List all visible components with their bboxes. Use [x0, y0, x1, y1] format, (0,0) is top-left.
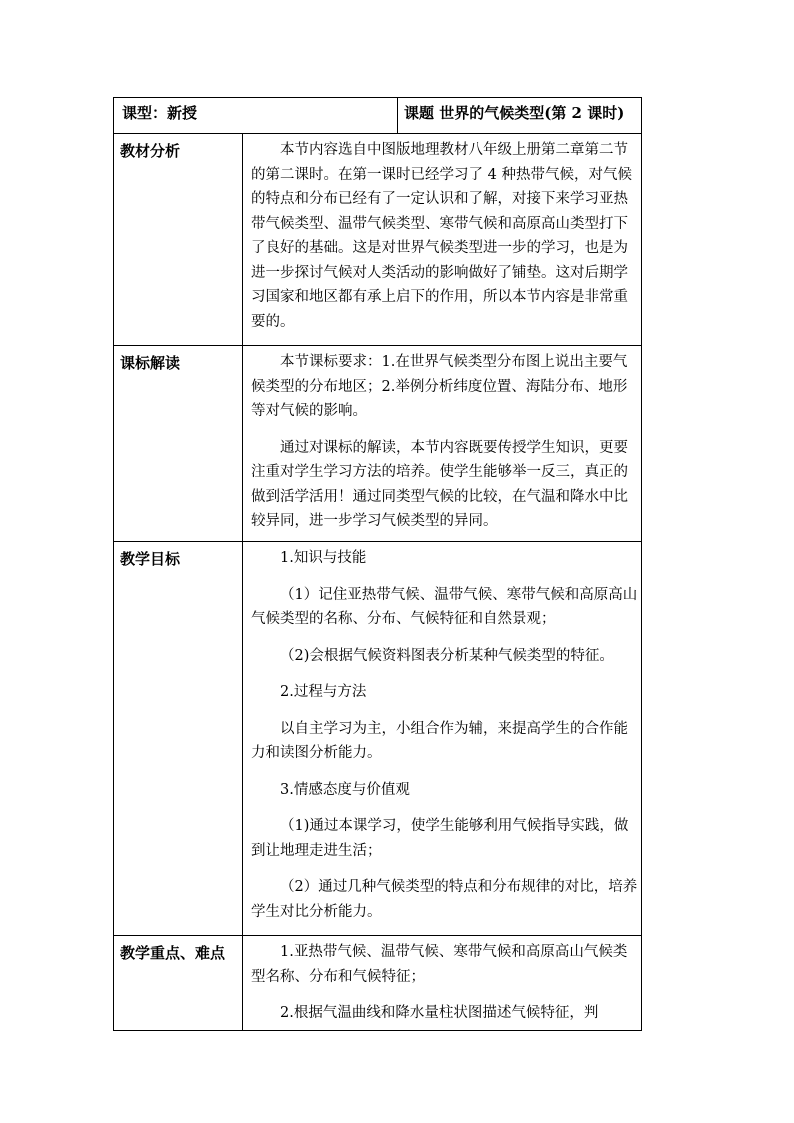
- table-row: [114, 134, 642, 346]
- paragraph: （2）通过几种气候类型的特点和分布规律的对比，培养学生对比分析能力。: [251, 879, 638, 920]
- paragraph: 3.情感态度与价值观: [280, 781, 410, 798]
- paragraph: 通过对课标的解读，本节内容既要传授学生知识，更要注重对学生学习方法的培养。使学生能够举一反三，真正的做到活学活用！通过同类型气候的比较，在气温和降水中比较异同，进一步学习气候类型的异同。: [251, 439, 628, 529]
- row-heading-teaching-objectives: 教学目标: [114, 542, 243, 936]
- paragraph: 本节课标要求：1.在世界气候类型分布图上说出主要气候类型的分布地区；2.举例分析纬度位置、海陆分布、地形等对气候的影响。: [251, 354, 628, 419]
- header-row: [114, 98, 642, 134]
- table-row: [114, 346, 642, 542]
- row-content-curriculum-interpretation: [243, 346, 642, 542]
- row-heading-curriculum-interpretation: 课标解读: [114, 346, 243, 542]
- table-row: [114, 542, 642, 936]
- lesson-type-cell: [114, 98, 398, 134]
- row-heading-key-difficult-points: 教学重点、难点: [114, 936, 243, 1031]
- lesson-plan-sheet: [113, 97, 641, 1031]
- lesson-title-cell: [398, 98, 642, 134]
- paragraph: （1）记住亚热带气候、温带气候、寒带气候和高原高山气候类型的名称、分布、气候特征和自然景观；: [251, 586, 638, 627]
- paragraph: 1.知识与技能: [280, 550, 367, 566]
- table-row: [114, 936, 642, 1031]
- paragraph: 本节内容选自中图版地理教材八年级上册第二章第二节的第二课时。在第一课时已经学习了 4 种热带气候，对气候的特点和分布已经有了一定认识和了解，对接下来学习亚热带气候类型、温带气候类型、寒带气候和高原高山类型打下了良好的基础。这是对世界气候类型进一步的学习，也是为进一步探讨气候对人类活动的影响做好了铺垫。这对后期学习国家和地区都有承上启下的作用，所以本节内容是非常重要的。: [251, 142, 632, 330]
- paragraph: 2.过程与方法: [280, 684, 367, 700]
- lesson-title-label: 课题 世界的气候类型(第 2 课时): [404, 104, 625, 122]
- paragraph: （2)会根据气候资料图表分析某种气候类型的特征。: [280, 647, 614, 664]
- row-heading-textbook-analysis: 教材分析: [114, 134, 243, 346]
- lesson-plan-table: [113, 97, 642, 1031]
- paragraph: 以自主学习为主，小组合作为辅，来提高学生的合作能力和读图分析能力。: [251, 720, 628, 761]
- row-content-teaching-objectives: [243, 542, 642, 936]
- paragraph: 2.根据气温曲线和降水量柱状图描述气候特征，判: [280, 1005, 599, 1021]
- row-content-key-difficult-points: [243, 936, 642, 1031]
- lesson-type-label: 课型：新授: [122, 104, 198, 122]
- paragraph: （1)通过本课学习，使学生能够利用气候指导实践，做到让地理走进生活；: [251, 818, 629, 859]
- paragraph: 1.亚热带气候、温带气候、寒带气候和高原高山气候类型名称、分布和气候特征；: [251, 944, 628, 985]
- row-content-textbook-analysis: [243, 134, 642, 346]
